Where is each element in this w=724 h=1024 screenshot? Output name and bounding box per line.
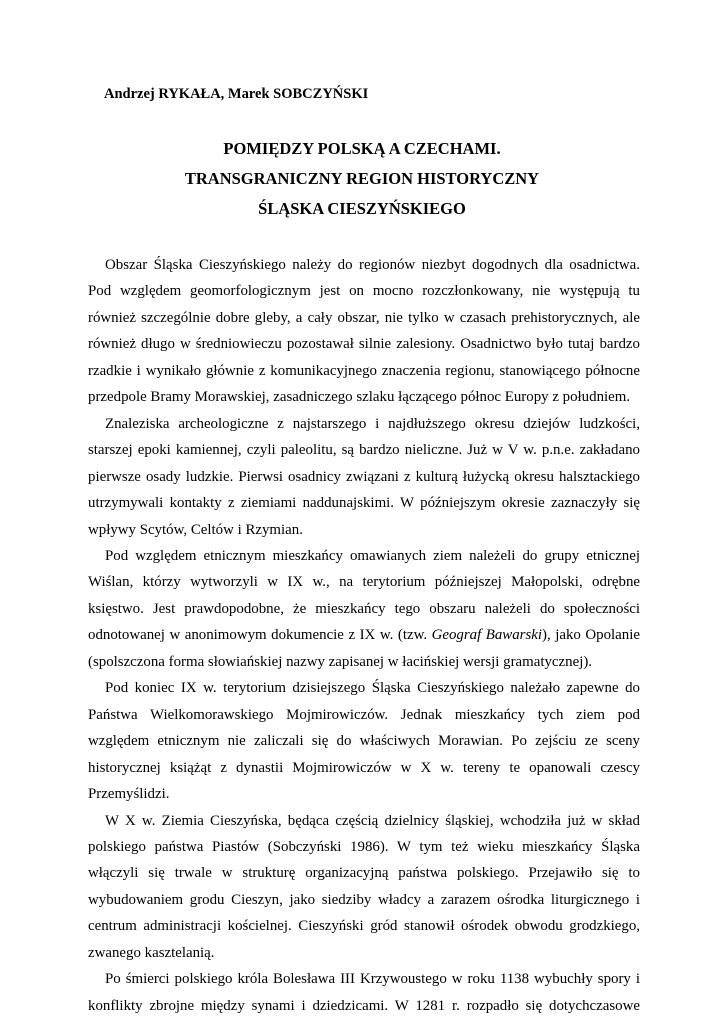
authors-line: Andrzej RYKAŁA, Marek SOBCZYŃSKI [104, 86, 369, 102]
article-body [88, 252, 640, 1019]
paragraph-3-text-a: Pod względem etnicznym mieszkańcy omawianych ziem należeli do grupy etnicznej Wiślan, którzy wytworzyli w IX w., na terytorium późniejszej Małopolski, odrębne księstwo. Jest prawdopodobne, że mieszkańcy tego obszaru należeli do społeczności odnotowanej w anonimowym dokumencie z IX w. (tzw. [88, 547, 640, 644]
title-line-2: TRANSGRANICZNY REGION HISTORYCZNY [184, 169, 540, 188]
paragraph-3-text-b: ), jako Opolanie (spolszczona forma słowiańskiej nazwy zapisanej w łacińskiej wersji gramatycznej). [88, 627, 640, 670]
paragraph-6: Po śmierci polskiego króla Bolesława III Krzywoustego w roku 1138 wybuchły spory i konflikty zbrojne między synami i dziedzicami. W 1281 r. rozpadło się dotychczasowe [88, 971, 640, 1014]
paragraph-3-italic-title: Geograf Bawarski [431, 627, 543, 644]
paragraph-5: W X w. Ziemia Cieszyńska, będąca częścią dzielnicy śląskiej, wchodziła już w skład polskiego państwa Piastów (Sobczyński 1986). W tym też wieku mieszkańcy Śląska włączyli się trwale w strukturę organizacyjną państwa polskiego. Przejawiło się to wybudowaniem grodu Cieszyn, jako siedziby władcy a zarazem ośrodka liturgicznego i centrum administracji kościelnej. Cieszyński gród stanowił ośrodek obwodu grodzkiego, zwanego kasztelanią. [88, 812, 640, 961]
title-line-3: ŚLĄSKA CIESZYŃSKIEGO [258, 199, 466, 218]
paragraph-1: Obszar Śląska Cieszyńskiego należy do regionów niezbyt dogodnych dla osadnictwa. Pod względem geomorfologicznym jest on mocno rozczłonkowany, nie występują tu również szczególnie dobre gleby, a cały obszar, nie tylko w czasach prehistorycznych, ale również długo w średniowieczu pozostawał silnie zalesiony. Osadnictwo było tutaj bardzo rzadkie i wynikało głównie z komunikacyjnego znaczenia regionu, stanowiącego północne przedpole Bramy Morawskiej, zasadniczego szlaku łączącego północ Europy z południem. [88, 257, 640, 406]
paragraph-4: Pod koniec IX w. terytorium dzisiejszego Śląska Cieszyńskiego należało zapewne do Państwa Wielkomorawskiego Mojmirowiczów. Jednak mieszkańcy tych ziem pod względem etnicznym nie zaliczali się do właściwych Morawian. Po zejściu ze sceny historycznej książąt z dynastii Mojmirowiczów w X w. tereny te opanowali czescy Przemyślidzi. [88, 680, 640, 803]
paragraph-3 [88, 543, 640, 675]
paragraph-2: Znaleziska archeologiczne z najstarszego i najdłuższego okresu dziejów ludzkości, starszej epoki kamiennej, czyli paleolitu, są bardzo nieliczne. Już w V w. p.n.e. zakładano pierwsze osady ludzkie. Pierwsi osadnicy związani z kulturą łużycką okresu halsztackiego utrzymywali kontakty z ziemiami naddunajskimi. W późniejszym okresie zaznaczyły się wpływy Scytów, Celtów i Rzymian. [88, 415, 640, 538]
title-line-1: POMIĘDZY POLSKĄ A CZECHAMI. [223, 139, 501, 158]
article-title [60, 134, 664, 224]
